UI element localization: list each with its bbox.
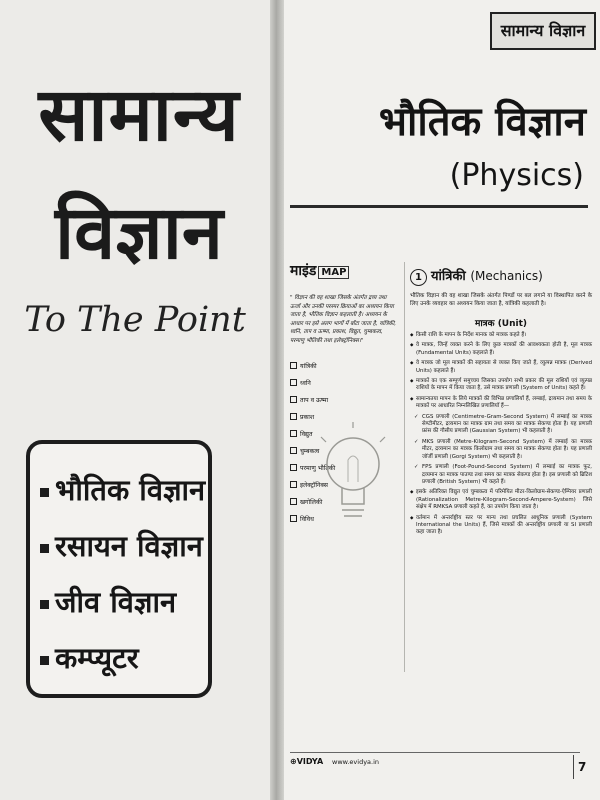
list-item: प्रकाश: [290, 409, 398, 426]
checkbox-icon: [290, 481, 297, 488]
list-item: ध्वनि: [290, 375, 398, 392]
footer-rule: [290, 752, 580, 753]
checkbox-icon: [290, 430, 297, 437]
bullet-point: ◆ किसी राशि के मापन के निर्देश मानक को मात्रक कहते हैं।: [410, 332, 592, 339]
section-intro: भौतिक विज्ञान की वह शाखा जिसके अंतर्गत पिण्डों पर बल लगाने या विस्थापित करने के लिए उनके व्यवहार का अध्ययन किया जाता है, यांत्रिकी कहलाती है।: [410, 293, 592, 307]
right-page: [284, 0, 600, 800]
page-number-divider: [573, 755, 574, 779]
checkbox-icon: [290, 413, 297, 420]
left-page: [0, 0, 275, 800]
bullet-icon: [40, 488, 49, 497]
topic-item: रसायन विज्ञान: [40, 526, 203, 565]
unit-heading: मात्रक (Unit): [474, 319, 528, 329]
checkbox-icon: [290, 464, 297, 471]
title-rule: [290, 205, 588, 208]
checkbox-icon: [290, 515, 297, 522]
footer-logo: ⊕VIDYA: [290, 757, 324, 766]
topic-item: कम्प्यूटर: [40, 638, 139, 677]
topic-list-box: [26, 440, 212, 698]
list-item: परमाणु भौतिकी: [290, 460, 398, 477]
bullet-icon: [40, 544, 49, 553]
cover-title-line1: सामान्य: [38, 72, 240, 158]
bullet-point: ◆ इसके अतिरिक्त विद्युत एवं चुम्बकत्व में परिमेयित मीटर-किलोग्राम-सेकण्ड-ऐम्पियर प्रणाली (Rationalization Metre-Kilogram-Second-Ampere-System) जिसे संक्षेप में RMKSA प्रणाली कहते हैं, का उपयोग किया जाता है।: [410, 489, 592, 511]
mind-map-intro: " विज्ञान की वह शाखा जिसके अंतर्गत द्रव्य तथा ऊर्जा और उनकी परस्पर क्रियाओं का अध्ययन किया जाता है, भौतिक विज्ञान कहलाती है। अध्ययन के आधार पर इसे अलग भागों में बाँटा जाता है, यांत्रिकी, ध्वनि, ताप व ऊष्मा, प्रकाश, विद्युत, चुम्बकत्व, परमाणु भौतिकी तथा इलेक्ट्रॉनिक्स।": [290, 295, 397, 344]
chapter-subtitle: (Physics): [449, 158, 584, 193]
cover-title-line2: विज्ञान: [55, 190, 223, 276]
checkbox-icon: [290, 447, 297, 454]
section-content: [410, 266, 592, 750]
system-point: ✓ MKS प्रणाली (Metre-Kilogram-Second System) में लम्बाई का मात्रक मीटर, द्रव्यमान का मात्रक किलोग्राम तथा समय का मात्रक सेकण्ड होता है। यह प्रणाली जॉर्जी प्रणाली (Gorgi System) भी कहलाती है।: [410, 439, 592, 461]
bullet-point: ◆ वे मात्रक जो मूल मात्रकों की सहायता से व्यक्त किए जाते हैं, व्युत्पन्न मात्रक (Derived Units) कहलाते हैं।: [410, 360, 592, 375]
topic-item: भौतिक विज्ञान: [40, 470, 205, 509]
section-tag: सामान्य विज्ञान: [490, 12, 596, 50]
footer-url: www.evidya.in: [332, 758, 380, 766]
list-item: ताप व ऊष्मा: [290, 392, 398, 409]
mind-map: [290, 262, 398, 632]
cover-subtitle: To The Point: [24, 300, 246, 340]
system-point: ✓ FPS प्रणाली (Foot-Pound-Second System) में लम्बाई का मात्रक फुट, द्रव्यमान का मात्रक पाउण्ड तथा समय का मात्रक सेकण्ड होता है। इस प्रणाली को ब्रिटिश प्रणाली (British System) भी कहते हैं।: [410, 464, 592, 486]
page-number: 7: [578, 760, 587, 774]
bullet-point: ◆ वे मात्रक, जिन्हें व्यक्त करने के लिए कुछ मात्रकों की आवश्यकता होती है, मूल मात्रक (Fundamental Units) कहलाते हैं।: [410, 342, 592, 357]
checkbox-icon: [290, 396, 297, 403]
list-item: चुम्बकत्व: [290, 443, 398, 460]
lightbulb-icon: [318, 422, 388, 542]
bullet-point: ◆ सामान्यतया मापन के लिये मात्रकों की विभिन्न प्रणालियाँ हैं, लम्बाई, द्रव्यमान तथा समय के मात्रकों पर आधारित निम्नलिखित प्रणालियाँ हैं—: [410, 396, 592, 411]
checkbox-icon: [290, 379, 297, 386]
bullet-point: ◆ वर्तमान में अन्तर्राष्ट्रीय स्तर पर मान्य तथा प्रचलित आधुनिक प्रणाली (System International the Units) हैं, जिसे मात्रकों की अन्तर्राष्ट्रीय प्रणाली या SI प्रणाली कहा जाता है।: [410, 515, 592, 537]
bullet-icon: [40, 656, 49, 665]
chapter-title: भौतिक विज्ञान: [378, 99, 586, 145]
list-item: विविध: [290, 511, 398, 528]
topic-item: जीव विज्ञान: [40, 582, 176, 621]
column-divider: [404, 262, 405, 672]
list-item: विद्युत: [290, 426, 398, 443]
list-item: खगोलिकी: [290, 494, 398, 511]
bullet-point: ◆ मात्रकों का एक सम्पूर्ण समुच्चय जिसका उपयोग सभी प्रकार की मूल राशियों एवं व्युत्पन्न राशियों के मापन में किया जाता है, उसे मात्रक प्रणाली (System of Units) कहते हैं।: [410, 378, 592, 393]
mind-map-heading: माइंड MAP: [290, 262, 398, 282]
checkbox-icon: [290, 362, 297, 369]
section-heading: 1 यांत्रिकी (Mechanics): [410, 266, 592, 286]
bullet-icon: [40, 600, 49, 609]
system-point: ✓ CGS प्रणाली (Centimetre-Gram-Second System) में लम्बाई का मात्रक सेण्टीमीटर, द्रव्यमान का मात्रक ग्राम तथा समय का मात्रक सेकण्ड होता है। यह प्रणाली फ्रांस की गौसीय प्रणाली (Gaussian System) भी कहलाती है।: [410, 414, 592, 436]
checkbox-icon: [290, 498, 297, 505]
book-gutter: [270, 0, 284, 800]
list-item: इलेक्ट्रॉनिक्स: [290, 477, 398, 494]
list-item: यांत्रिकी: [290, 358, 398, 375]
